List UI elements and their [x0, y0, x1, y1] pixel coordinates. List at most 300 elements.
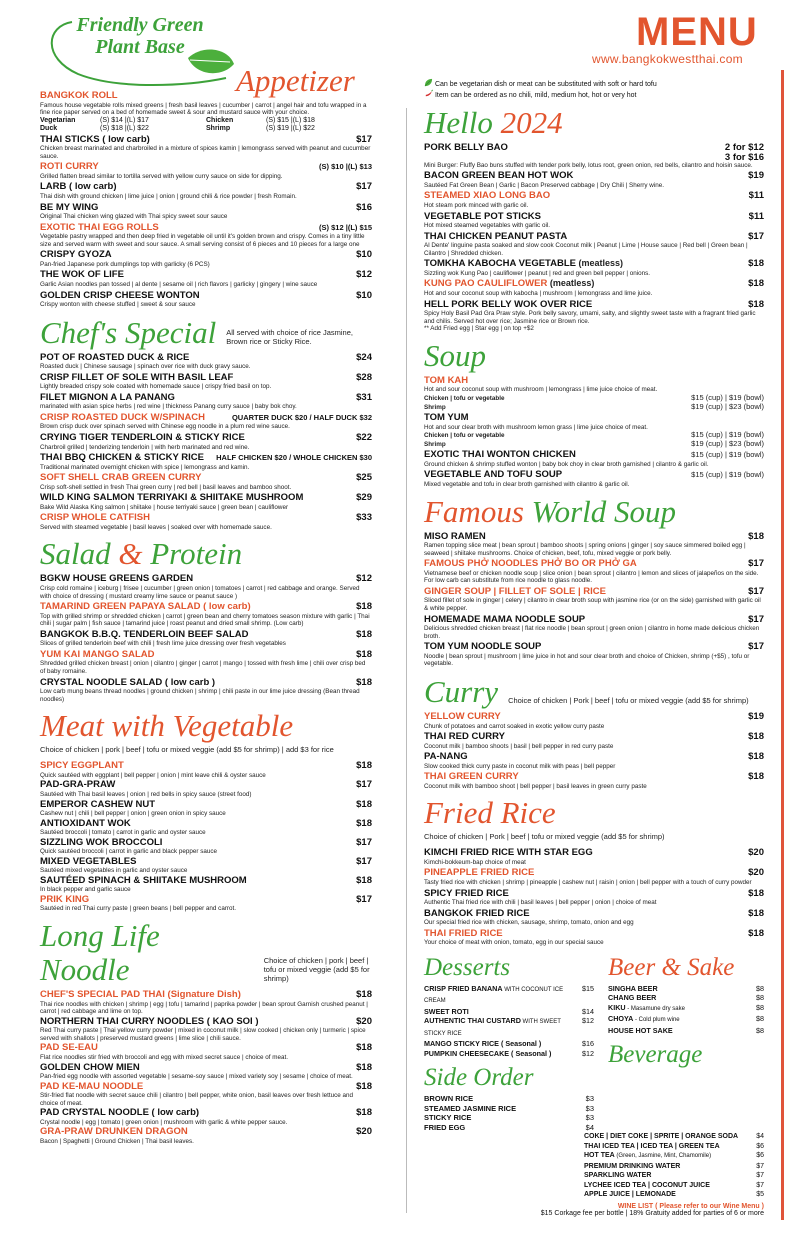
menu-item	[40, 1081, 372, 1108]
item-desc: Original Thai chicken wing glazed with Thai spicy sweet sour sauce	[40, 213, 228, 221]
item-header	[40, 799, 372, 811]
item-desc: Delicious shredded chicken breast | flat rice noodle | bean sprout | green onion | cilantro in home made delicious chicken broth.	[424, 625, 760, 640]
menu-item	[584, 1132, 764, 1142]
price-label: Chicken	[206, 116, 234, 124]
item-price: $15	[582, 983, 594, 993]
item-header	[40, 1126, 372, 1138]
menu-item	[40, 492, 372, 511]
item-price: $17	[748, 641, 764, 653]
item-header	[424, 586, 764, 598]
menu-item	[40, 818, 372, 837]
item-desc: Hot and sour coconut soup with mushroom | lemongrass | lime juice choice of meat.	[424, 386, 658, 394]
item-desc-extra: ** Add Fried egg | Star egg | on top +$2	[424, 325, 534, 333]
item-name: GINGER SOUP | FILLET OF SOLE | RICE	[424, 585, 606, 597]
bottom-blocks	[424, 948, 764, 1133]
menu-item	[424, 531, 764, 558]
item-name: FAMOUS PHỞ NOODLES PHỞ BO OR PHỞ GA	[424, 558, 637, 570]
item-price: $18	[748, 927, 764, 939]
option-price: $15 (cup) | $19 (bowl)	[691, 430, 764, 440]
item-name: GOLDEN CHOW MIEN	[40, 1061, 140, 1073]
item-name: SWEET ROTI	[424, 1006, 469, 1016]
menu-item	[40, 649, 372, 676]
curry-note: Choice of chicken | Pork | beef | tofu or mixed veggie (add $5 for shrimp)	[508, 696, 749, 706]
item-name: APPLE JUICE | LEMONADE	[584, 1191, 676, 1199]
menu-item	[424, 1049, 594, 1059]
item-price: $18	[356, 817, 372, 829]
item-price: $10	[356, 249, 372, 261]
menu-item	[424, 211, 764, 230]
item-desc: Low carb mung beans thread noodles | ground chicken | shrimp | chili paste in our lime juice dressing (Bean thread noodles)	[40, 688, 360, 703]
menu-item	[40, 222, 372, 249]
item-price: $29	[356, 492, 372, 504]
item-header	[424, 908, 764, 920]
price-value: (S) $18 |(L) $22	[100, 125, 149, 133]
legend-veg	[424, 78, 764, 89]
menu-item	[424, 984, 594, 1007]
item-name: PAD SE-EAU	[40, 1042, 98, 1054]
menu-item	[40, 249, 372, 268]
item-header	[424, 867, 764, 879]
right-bottom	[608, 948, 764, 1133]
brand-line2: Plant Base	[95, 36, 185, 58]
menu-item	[40, 837, 372, 856]
item-name: CRYSTAL NOODLE SALAD ( low carb )	[40, 676, 216, 688]
website-url[interactable]: www.bangkokwestthai.com	[592, 52, 743, 66]
item-desc: Stir-fried flat noodle with secret sauce chili | cilantro | bell pepper, white onion, basil leaves over fresh lettuce and choice of meat.	[40, 1092, 354, 1107]
item-name: TAMARIND GREEN PAPAYA SALAD ( low carb)	[40, 601, 251, 613]
decor-red-line	[781, 70, 784, 1220]
item-header	[424, 211, 764, 223]
item-desc: Sautéed broccoli | tomato | carrot in garlic and oyster sauce	[40, 829, 206, 837]
item-name: PAD CRYSTAL NOODLE ( low carb)	[40, 1107, 200, 1119]
appetizer-title: Appetizer	[236, 63, 355, 98]
item-desc: Slices of grilled tenderloin beef with chili | fresh lime juice dressing over fresh vegetables	[40, 640, 286, 648]
item-header	[40, 629, 372, 641]
item-name: WILD KING SALMON TERRIYAKI & SHIITAKE MUSHROOM	[40, 492, 304, 504]
menu-item	[40, 989, 372, 1016]
item-desc: Slow cooked thick curry paste in coconut milk with peas | bell pepper	[424, 762, 616, 770]
item-header	[40, 779, 372, 791]
item-price: $8	[756, 1002, 764, 1012]
menu-item	[424, 751, 764, 770]
item-price: $8	[756, 993, 764, 1003]
price-label: Vegetarian	[40, 116, 76, 124]
item-name: CRYING TIGER TENDERLOIN & STICKY RICE	[40, 432, 245, 443]
item-price: $8	[756, 1014, 764, 1024]
item-name: LYCHEE ICED TEA | COCONUT JUICE	[584, 1181, 710, 1189]
option-price: $15 (cup) | $19 (bowl)	[691, 392, 764, 402]
item-desc: Bacon | Spaghetti | Ground Chicken | Thai basil leaves.	[40, 1137, 194, 1145]
item-name: THE WOK OF LIFE	[40, 269, 124, 281]
item-header	[40, 161, 372, 173]
item-header	[40, 412, 372, 424]
menu-item	[424, 731, 764, 750]
item-header	[424, 641, 764, 653]
item-name: CHEF'S SPECIAL PAD THAI (Signature Dish)	[40, 989, 241, 1001]
item-header	[424, 299, 764, 311]
menu-item	[424, 867, 764, 886]
item-price: $16	[582, 1039, 594, 1049]
menu-item	[424, 711, 764, 730]
soup-title: Soup	[424, 337, 486, 373]
menu-item	[40, 1042, 372, 1061]
item-sub: WITH COCONUT ICE CREAM	[424, 986, 564, 1005]
fried-rice-note: Choice of chicken | Pork | beef | tofu or mixed veggie (add $5 for shrimp)	[424, 832, 665, 842]
item-desc: Sizzling wok Kung Pao | cauliflower | peanut | red and green bell pepper | onions.	[424, 269, 651, 277]
noodle-note: Choice of chicken | pork | beef | tofu or mixed veggie (add $5 for shrimp)	[263, 956, 370, 984]
menu-item	[424, 170, 764, 189]
item-price: $25	[356, 472, 372, 484]
menu-item	[40, 799, 372, 818]
item-price: $18	[356, 1061, 372, 1073]
item-desc: Hot mixed steamed vegetables with garlic oil.	[424, 222, 550, 230]
item-name: PINEAPPLE FRIED RICE	[424, 867, 535, 879]
item-price: $18	[748, 278, 764, 290]
item-name: NORTHERN THAI CURRY NOODLES ( KAO SOI )	[40, 1015, 259, 1027]
item-price: $31	[356, 391, 372, 403]
item-price: $7	[756, 1162, 764, 1170]
item-price: $18	[748, 771, 764, 783]
item-header	[424, 558, 764, 570]
item-name: CRISP FRIED BANANA WITH COCONUT ICE CREAM	[424, 983, 564, 1005]
item-name: BANGKOK ROLL	[40, 90, 118, 101]
item-price: $12	[582, 1048, 594, 1058]
item-desc: Cashew nut | chili | bell pepper | onion | green onion in spicy sauce	[40, 810, 226, 817]
item-name: THAI CHICKEN PEANUT PASTA	[424, 230, 568, 242]
item-name: SPICY FRIED RICE	[424, 887, 509, 899]
item-price: $18	[356, 628, 372, 640]
item-name: FRIED EGG	[424, 1122, 466, 1132]
item-header	[40, 760, 372, 772]
item-name: COKE | DIET COKE | SPRITE | ORANGE SODA	[584, 1133, 739, 1141]
item-price: $24	[356, 351, 372, 363]
item-desc: Flat rice noodles stir fried with broccoli and egg with mixed secret sauce | choice of meat.	[40, 1053, 289, 1061]
item-name: POT OF ROASTED DUCK & RICE	[40, 351, 190, 363]
item-name: PRIK KING	[40, 893, 90, 905]
item-header	[40, 269, 372, 281]
item-price: $18	[748, 907, 764, 919]
item-header	[424, 751, 764, 763]
side-list	[424, 1094, 594, 1132]
item-desc: Sautéed with Thai basil leaves | onion | red bells in spicy sauce (street food)	[40, 790, 252, 798]
item-price: $18	[356, 648, 372, 660]
menu-title: MENU	[636, 10, 758, 54]
item-name: BANGKOK B.B.Q. TENDERLOIN BEEF SALAD	[40, 628, 249, 640]
item-name: PUMPKIN CHEESECAKE ( Seasonal )	[424, 1048, 552, 1058]
item-name: HELL PORK BELLY WOK OVER RICE	[424, 298, 593, 310]
item-name: TOM YUM NOODLE SOUP	[424, 641, 542, 653]
item-desc: Bake Wild Alaska King salmon | shiitake | house terriyaki sauce | green bean | cauliflower	[40, 503, 289, 511]
item-option	[424, 440, 764, 449]
brand-line1: Friendly Green	[76, 14, 204, 36]
beverage-list	[584, 1132, 764, 1200]
item-desc: Thai dish with ground chicken | lime juice | onion | ground chili & rice powder | fresh Romain.	[40, 192, 297, 200]
item-name: BGKW HOUSE GREENS GARDEN	[40, 573, 194, 585]
menu-item	[424, 142, 764, 169]
item-name: BANGKOK FRIED RICE	[424, 907, 530, 919]
item-header	[40, 492, 372, 504]
item-desc: Pan-fried egg noodle with assorted vegetable | sesame-soy sauce | mixed variety soy | sesame | choice of meat.	[40, 1073, 353, 1081]
legend-chili-text: Item can be ordered as no chili, mild, medium hot, hot or very hot	[434, 92, 637, 99]
menu-item	[424, 1123, 594, 1133]
item-price: $20	[356, 1015, 372, 1027]
item-price: $20	[356, 1126, 372, 1138]
menu-item	[608, 1003, 764, 1015]
item-header	[424, 888, 764, 900]
item-header	[40, 1016, 372, 1028]
menu-item	[424, 190, 764, 209]
item-name: CHANG BEER	[608, 993, 657, 1003]
item-name: MISO RAMEN	[424, 530, 486, 542]
menu-item	[40, 573, 372, 600]
item-header	[40, 989, 372, 1001]
item-header	[40, 894, 372, 906]
column-divider	[406, 108, 407, 1213]
item-header	[424, 771, 764, 783]
menu-item	[40, 601, 372, 628]
item-header	[40, 1042, 372, 1054]
item-header	[40, 856, 372, 868]
menu-item	[424, 1016, 594, 1039]
item-price: $18	[356, 1107, 372, 1119]
item-price: $10	[356, 289, 372, 301]
price-value: (S) $19 |(L) $22	[266, 125, 315, 133]
item-price: $11	[748, 210, 764, 222]
item-sub: - Masamune dry sake	[625, 1005, 685, 1012]
item-name: YUM KAI MANGO SALAD	[40, 648, 155, 660]
noodle-header	[40, 913, 372, 989]
item-name: CRISP WHOLE CATFISH	[40, 512, 150, 524]
item-name: STEAMED XIAO LONG BAO	[424, 190, 551, 202]
item-name: STEAMED JASMINE RICE	[424, 1103, 517, 1113]
corkage-note: $15 Corkage fee per bottle | 18% Gratuity added for parties of 6 or more	[540, 1209, 764, 1217]
item-price: $17	[356, 779, 372, 791]
option-label: Chicken | tofu or vegetable	[424, 432, 505, 440]
world-soup-title: Famous World Soup	[424, 493, 677, 529]
appetizer-list	[40, 134, 372, 309]
item-price: $12	[356, 573, 372, 585]
wine-list-note: WINE LIST ( Please refer to our Wine Menu )	[617, 1202, 764, 1210]
item-header	[40, 677, 372, 689]
item-name: THAI ICED TEA | ICED TEA | GREEN TEA	[584, 1142, 720, 1150]
item-name: KIMCHI FRIED RICE WITH STAR EGG	[424, 847, 593, 859]
desserts-list	[424, 984, 594, 1059]
item-name: CHOYA - Cold plum wine	[608, 1014, 680, 1024]
menu-item	[40, 134, 372, 161]
menu-item	[424, 278, 764, 297]
item-header	[424, 531, 764, 543]
option-label: Chicken | tofu or vegetable	[424, 394, 505, 402]
item-desc: Chunk of potatoes and carrot soaked in exotic yellow curry paste	[424, 722, 605, 730]
item-name: PAD KE-MAU NOODLE	[40, 1080, 144, 1092]
menu-item	[608, 1014, 764, 1026]
item-name: SAUTÉED SPINACH & SHIITAKE MUSHROOM	[40, 874, 247, 886]
menu-item	[40, 392, 372, 411]
item-name: PREMIUM DRINKING WATER	[584, 1162, 681, 1170]
legend	[424, 78, 764, 100]
item-price: $18	[356, 1080, 372, 1092]
item-price: $17	[356, 836, 372, 848]
item-name: VEGETABLE AND TOFU SOUP	[424, 469, 563, 481]
menu-item	[40, 512, 372, 531]
item-header	[40, 837, 372, 849]
meatveg-title: Meat with Vegetable	[40, 708, 294, 744]
item-desc: Sautéed Fat Green Bean | Garlic | Bacon Preserved cabbage | Dry Chili | Sherry wine.	[424, 181, 664, 189]
item-desc: Hot steam pork minced with garlic oil.	[424, 201, 529, 209]
menu-item	[40, 760, 372, 779]
item-price: (S) $10 |(L) $13	[319, 162, 372, 172]
item-desc: Charbroil grilled | tenderizing tenderloin | with herb marinated and red wine.	[40, 443, 250, 451]
item-name: THAI GREEN CURRY	[424, 771, 519, 783]
item-name: PORK BELLY BAO	[424, 142, 508, 153]
menu-item	[40, 629, 372, 648]
item-price: $17	[356, 855, 372, 867]
menu-item	[424, 771, 764, 790]
menu-item	[584, 1162, 764, 1172]
item-header	[40, 352, 372, 364]
item-header	[40, 392, 372, 404]
item-name: THAI BBQ CHICKEN & STICKY RICE	[40, 452, 204, 464]
item-header	[424, 928, 764, 940]
item-header	[424, 142, 764, 154]
item-price: QUARTER DUCK $20 / HALF DUCK $32	[231, 412, 372, 422]
item-price: $4	[756, 1133, 764, 1141]
item-header	[40, 134, 372, 146]
menu-item	[584, 1171, 764, 1181]
menu-item	[40, 472, 372, 491]
menu-item	[40, 202, 372, 221]
item-header	[40, 649, 372, 661]
salad-title: Salad & Protein	[40, 536, 243, 572]
item-name: KUNG PAO CAULIFLOWER (meatless)	[424, 278, 595, 290]
item-price: $18	[748, 751, 764, 763]
item-name: HOUSE HOT SAKE	[608, 1025, 673, 1035]
item-price: $17	[748, 585, 764, 597]
item-name: THAI STICKS ( low carb)	[40, 133, 150, 145]
item-name: EXOTIC THAI WONTON CHICKEN	[424, 449, 576, 461]
item-header	[40, 202, 372, 214]
soup-list	[424, 375, 764, 489]
item-name: KIKU - Masamune dry sake	[608, 1002, 685, 1012]
brand-title	[60, 14, 220, 58]
item-header	[424, 731, 764, 743]
option-price: $19 (cup) | $23 (bowl)	[691, 438, 764, 448]
chefs-special-title: Chef's Special	[40, 314, 217, 350]
item-price: (S) $12 |(L) $15	[319, 222, 372, 232]
item-price: $18	[356, 989, 372, 1001]
item-price: $20	[748, 847, 764, 859]
item-name: THAI RED CURRY	[424, 731, 505, 743]
item-desc: Garlic Asian noodles pan tossed | al dente | sesame oil | rich flavors | garlicky | gingery | wine sauce	[40, 280, 318, 288]
item-name: BACON GREEN BEAN HOT WOK	[424, 170, 574, 182]
item-desc: Sliced fillet of sole in ginger | celery | cilantro in clear broth soup with jasmine rice (or on the side) garnished with garlic oil & white pepper.	[424, 597, 761, 613]
item-name: EXOTIC THAI EGG ROLLS	[40, 221, 159, 233]
side-title: Side Order	[424, 1064, 534, 1092]
chefs-special-header	[40, 310, 372, 352]
item-price: $3	[585, 1113, 594, 1123]
item-desc: Chicken breast marinated and charbroiled in a mixture of spices kamin | lemongrass served with peanut and cucumber sauce.	[40, 145, 371, 160]
item-desc: Hot and sour coconut soup with kabocha | mushroom | lemongrass and lime juice.	[424, 289, 653, 297]
item-price: $33	[356, 512, 372, 524]
item-price-2: 3 for $16	[724, 151, 764, 163]
beverage-title: Beverage	[608, 1041, 703, 1069]
item-header	[40, 1107, 372, 1119]
item-header	[424, 469, 764, 481]
menu-item	[40, 677, 372, 704]
menu-item	[40, 779, 372, 798]
item-desc: Your choice of meat with onion, tomato, egg in our special sauce	[424, 939, 604, 947]
curry-header	[424, 669, 764, 711]
item-desc: Crispy wonton with cheese stuffed | sweet & sour sauce	[40, 301, 196, 309]
item-name: AUTHENTIC THAI CUSTARD WITH SWEET STICKY RICE	[424, 1016, 561, 1037]
left-column	[40, 63, 372, 1146]
menu-item	[424, 1113, 594, 1123]
item-price: $18	[356, 1042, 372, 1054]
menu-item	[584, 1181, 764, 1191]
item-desc: Spicy Holy Basil Pad Gra Praw style. Pork belly savory, umami, salty, and slightly sweet taste with a fragrant fried garlic and chilis. Served hot over rice; Jasmine rice or Brown rice.	[424, 310, 756, 325]
item-price: $7	[756, 1172, 764, 1180]
menu-item	[424, 299, 764, 333]
salad-list	[40, 573, 372, 703]
item-price: $12	[356, 269, 372, 281]
item-desc: Vietnamese beef or chicken noodle soup | slice onion | bean sprout | cilantro | lemon and slices of jalapeños on the side. For low carb can substitute from rice noodle to glass noodle.	[424, 569, 759, 585]
meatveg-note: Choice of chicken | pork | beef | tofu or mixed veggie (add $5 for shrimp) | add $3 for rice	[40, 745, 334, 755]
item-header	[40, 432, 372, 444]
menu-item	[424, 1094, 594, 1104]
menu-item	[608, 1026, 764, 1036]
hello-title: Hello 2024	[424, 105, 563, 140]
menu-item	[584, 1142, 764, 1152]
menu-item	[40, 894, 372, 913]
world-soup-list	[424, 531, 764, 668]
price-label: Shrimp	[206, 125, 231, 133]
menu-item	[608, 993, 764, 1003]
item-desc: Shredded grilled chicken breast | onion | cilantro | ginger | carrot | mango | tossed with fresh lime | chili over crisp bed of baby romaine.	[40, 660, 366, 676]
menu-item	[424, 641, 764, 668]
menu-item	[40, 875, 372, 894]
price-value: (S) $15 |(L) $18	[266, 116, 315, 124]
item-desc: Hot and sour clear broth with mushroom lemon grass | lime juice choice of meat.	[424, 423, 648, 431]
menu-item	[424, 614, 764, 641]
curry-list	[424, 711, 764, 790]
item-price: $6	[756, 1152, 764, 1160]
item-name: STICKY RICE	[424, 1113, 472, 1123]
item-price: $8	[756, 983, 764, 993]
item-header	[40, 372, 372, 384]
item-price: $8	[756, 1025, 764, 1035]
item-header	[424, 614, 764, 626]
item-name: SINGHA BEER	[608, 983, 658, 993]
fried-rice-list	[424, 847, 764, 946]
menu-item	[424, 231, 764, 258]
item-desc: Brown crisp duck over spinach served with Chinese egg noodle in a plum red wine sauce.	[40, 423, 290, 431]
item-name: HOMEMADE MAMA NOODLE SOUP	[424, 613, 586, 625]
item-tag: (meatless)	[547, 278, 595, 289]
item-desc: Quick sautéed with eggplant | bell pepper | onion | mint leave chili & oyster sauce	[40, 771, 266, 779]
bangkok-roll-price-table	[40, 117, 372, 134]
item-desc: Vegetable pastry wrapped and then deep fried in vegetable oil until it's golden brown and crispy. Comes in a tiny little size and served warm with sweet and sour sauce. A small serving consist of 6 pieces and 10 pieces for a large one	[40, 233, 365, 248]
item-price: $18	[748, 258, 764, 270]
item-desc: Quick sautéed broccoli | carrot in garlic and black pepper sauce	[40, 848, 217, 856]
menu-item	[40, 412, 372, 431]
item-name: FILET MIGNON A LA PANANG	[40, 391, 175, 403]
option-price: $19 (cup) | $23 (bowl)	[691, 401, 764, 411]
item-name: CRISP FILLET OF SOLE WITH BASIL LEAF	[40, 371, 234, 383]
item-price: $17	[356, 893, 372, 905]
menu-item	[424, 449, 764, 468]
left-bottom	[424, 948, 594, 1133]
item-price: $19	[748, 711, 764, 723]
